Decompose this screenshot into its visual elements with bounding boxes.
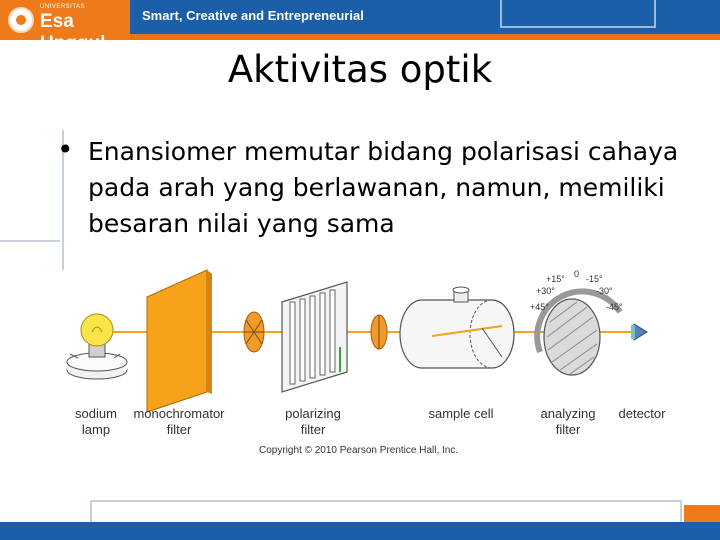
logo-text: Esa Unggul [40,11,106,54]
header-frame-decoration [500,0,656,28]
scale-plus-15: +15° [546,274,565,284]
polarized-light-disc-icon [371,315,387,349]
label-sample-cell: sample cell [428,406,494,421]
scale-minus-15: -15° [586,274,603,284]
detector-icon [631,324,647,340]
polarizing-filter-icon [282,282,347,392]
logo-emblem-icon [8,7,34,33]
scale-plus-30: +30° [536,286,555,296]
copyright-notice: Copyright © 2010 Pearson Prentice Hall, Inc. [259,445,459,456]
slide-title: Aktivitas optik [227,48,493,91]
bullet-text: Enansiomer memutar bidang polarisasi cahaya pada arah yang berlawanan, namun, memiliki besaran nilai yang sama [88,137,679,238]
sample-cell-icon [400,287,514,368]
header-stripe [130,34,720,40]
left-accent-line [0,240,60,242]
sodium-lamp-icon [67,314,127,379]
scale-zero: 0 [574,269,580,279]
monochromator-filter-icon [147,270,212,412]
scale-minus-30: -30° [596,286,613,296]
label-detector: detector [618,406,666,421]
label-sodium-lamp: sodium lamp [75,406,117,437]
footer-bar [0,522,720,540]
label-polarizing-filter: polarizing filter [285,406,341,437]
bullet-marker: • [57,133,74,166]
label-monochromator-filter: monochromator filter [133,406,225,437]
footer-frame-decoration [90,500,682,522]
scale-plus-45: +45° [530,302,549,312]
polarizer-disc-icon [244,312,264,352]
logo-subtext: UNIVERSITAS [40,4,86,10]
university-logo [0,0,130,54]
label-analyzing-filter: analyzing filter [540,406,596,437]
scale-minus-45: -45° [606,302,623,312]
footer-orange-block [684,505,720,522]
polarimeter-diagram [62,262,682,462]
tagline: Smart, Creative and Entrepreneurial [142,8,364,23]
